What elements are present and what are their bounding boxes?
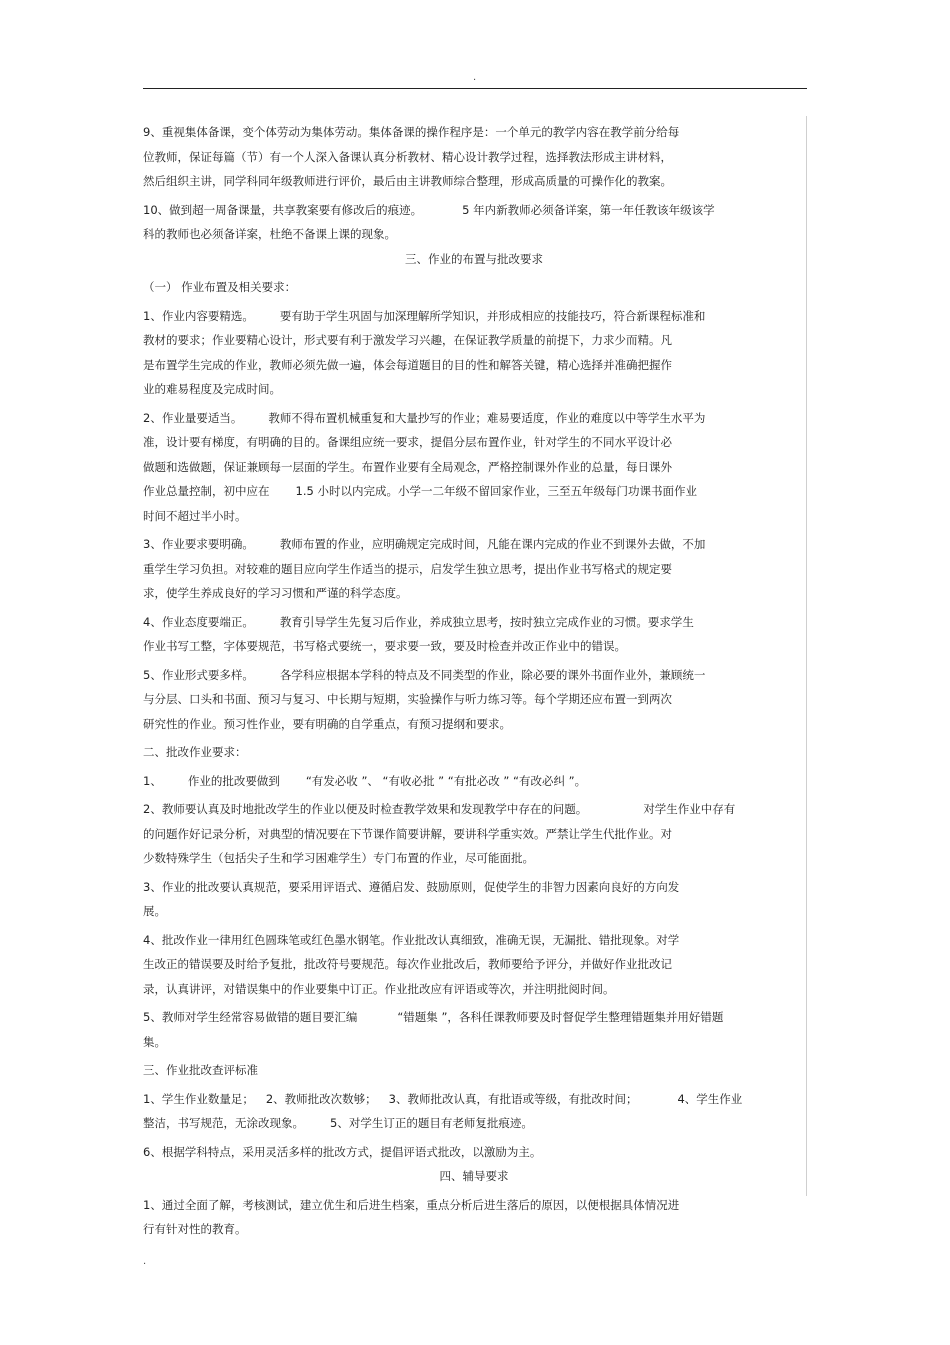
text-run: “有发必收 ”、 “有收必批 ” “有批必改 ” “有改必纠 ”。: [305, 773, 587, 788]
text-run: 准，设计要有梯度，有明确的目的。备课组应统一要求，提倡分层布置作业，针对学生的不同水平设计必: [143, 435, 672, 449]
text-run: 行有针对性的教育。: [143, 1222, 247, 1236]
text-run: 4、学生作业: [677, 1091, 743, 1106]
text-run: 5、作业形式要多样。: [143, 667, 254, 682]
text-line: [143, 328, 805, 353]
text-run: 展。: [143, 904, 166, 918]
text-line: [143, 1058, 805, 1083]
text-line: [143, 1087, 805, 1112]
text-line: [143, 1140, 805, 1165]
text-run: 时间不超过半小时。: [143, 508, 247, 523]
paragraph: [143, 769, 805, 794]
text-line: [143, 712, 805, 737]
text-run: 10、做到超一周备课量，共享教案要有修改后的痕迹。: [143, 202, 423, 217]
text-line: [143, 275, 805, 300]
paragraph: [143, 406, 805, 529]
text-line: [143, 846, 805, 871]
text-run: 3、教师批改认真，有批语或等级，有批改时间；: [388, 1091, 638, 1106]
text-run: 5、教师对学生经常容易做错的题目要汇编: [143, 1010, 358, 1024]
text-run: 2、作业量要适当。: [143, 410, 243, 425]
text-run: 少数特殊学生（包括尖子生和学习困难学生）专门布置的作业，尽可能面批。: [143, 851, 534, 865]
text-run: 2、教师要认真及时地批改学生的作业以便及时检查教学效果和发现教学中存在的问题。: [143, 802, 588, 816]
paragraph: [143, 663, 805, 737]
paragraph: [143, 120, 805, 194]
text-line: [143, 145, 805, 170]
text-run: 与分层、口头和书面、预习与复习、中长期与短期，实验操作与听力练习等。每个学期还应布置一到两次: [143, 692, 672, 706]
text-line: [143, 198, 805, 223]
paragraph: [143, 610, 805, 659]
text-run: 位教师，保证每篇（节）有一个人深入备课认真分析教材、精心设计教学过程，选择教法形成主讲材料，: [143, 149, 672, 164]
text-run: 9、重视集体备课，变个体劳动为集体劳动。集体备课的操作程序是：一个单元的教学内容在教学前分给每: [143, 125, 680, 139]
text-run: 三、作业批改查评标准: [143, 1063, 258, 1077]
paragraph: [143, 740, 805, 765]
text-run: 研究性的作业。预习性作业，要有明确的自学重点，有预习提纲和要求。: [143, 716, 511, 731]
text-run: 二、批改作业要求：: [143, 745, 247, 759]
text-line: [143, 120, 805, 145]
text-line: [143, 377, 805, 402]
text-run: 教材的要求；作业要精心设计，形式要有利于激发学习兴趣，在保证教学质量的前提下，力求少而精。凡: [143, 333, 672, 347]
paragraph: [143, 304, 805, 402]
paragraph: [143, 928, 805, 1002]
text-run: 整洁，书写规范，无涂改现象。: [143, 1116, 304, 1130]
text-line: [143, 1005, 805, 1030]
text-line: [143, 247, 805, 272]
paragraph: [143, 797, 805, 871]
text-line: [143, 557, 805, 582]
text-line: [143, 822, 805, 847]
text-line: [143, 687, 805, 712]
text-run: 集。: [143, 1034, 166, 1049]
paragraph: [143, 1193, 805, 1242]
text-run: 对学生作业中存有: [643, 802, 736, 816]
text-line: [143, 532, 805, 557]
text-line: [143, 634, 805, 659]
paragraph: [143, 1005, 805, 1054]
text-run: 3、作业的批改要认真规范，要采用评语式、遵循启发、鼓励原则，促使学生的非智力因素向良好的方向发: [143, 879, 680, 894]
text-line: [143, 1164, 805, 1189]
text-line: [143, 406, 805, 431]
text-run: 科的教师也必须备详案，杜绝不备课上课的现象。: [143, 227, 396, 241]
text-line: [143, 430, 805, 455]
text-line: [143, 952, 805, 977]
text-run: 1、通过全面了解，考核测试，建立优生和后进生档案，重点分析后进生落后的原因，以便根据具体情况进: [143, 1197, 680, 1212]
text-run: 1、学生作业数量足；: [143, 1091, 254, 1106]
text-line: [143, 1193, 805, 1218]
text-line: [143, 1217, 805, 1242]
footer-mark: .: [143, 1256, 147, 1267]
text-run: 5 年内新教师必须备详案，第一年任教该年级该学: [462, 202, 715, 217]
paragraph: [143, 1087, 805, 1136]
text-line: [143, 479, 805, 504]
text-run: 3、作业要求要明确。: [143, 537, 254, 551]
text-line: [143, 899, 805, 924]
text-run: 求，使学生养成良好的学习习惯和严谨的科学态度。: [143, 586, 408, 600]
paragraph: [143, 875, 805, 924]
text-run: 1.5 小时以内完成。小学一二年级不留回家作业，三至五年级每门功课书面作业: [295, 484, 697, 498]
text-line: [143, 797, 805, 822]
text-run: 4、作业态度要端正。: [143, 614, 254, 629]
text-run: 1、: [143, 773, 162, 788]
text-run: 各学科应根据本学科的特点及不同类型的作业，除必要的课外书面作业外，兼顾统一: [279, 667, 706, 682]
text-run: 然后组织主讲，同学科同年级教师进行评价，最后由主讲教师综合整理，形成高质量的可操作化的教案。: [143, 174, 672, 188]
text-line: [143, 1111, 805, 1136]
text-run: 三、作业的布置与批改要求: [405, 251, 543, 266]
text-run: 要有助于学生巩固与加深理解所学知识，并形成相应的技能技巧，符合新课程标准和: [279, 308, 706, 323]
text-run: 作业的批改要做到: [187, 773, 280, 788]
section-heading: [143, 247, 805, 272]
text-run: 重学生学习负担。对较难的题目应向学生作适当的提示，启发学生独立思考，提出作业书写格式的规定要: [143, 561, 672, 576]
header-mark: .: [473, 72, 477, 83]
text-run: 做题和选做题，保证兼顾每一层面的学生。布置作业要有全局观念，严格控制课外作业的总量，每日课外: [143, 459, 672, 474]
header-rule: [143, 88, 807, 89]
text-line: [143, 977, 805, 1002]
paragraph: [143, 198, 805, 247]
text-line: [143, 875, 805, 900]
text-run: 2、教师批改次数够；: [265, 1091, 377, 1106]
paragraph: [143, 1058, 805, 1083]
text-run: 5、对学生订正的题目有老师复批痕迹。: [330, 1116, 533, 1130]
text-run: “错题集 ”，各科任课教师要及时督促学生整理错题集并用好错题: [397, 1010, 724, 1024]
paragraph: [143, 532, 805, 606]
text-run: 教育引导学生先复习后作业，养成独立思考，按时独立完成作业的习惯。要求学生: [279, 614, 694, 629]
text-run: 是布置学生完成的作业，教师必须先做一遍，体会每道题目的目的性和解答关键，精心选择并准确把握作: [143, 357, 672, 372]
text-line: [143, 769, 805, 794]
text-line: [143, 222, 805, 247]
text-run: 教师不得布置机械重复和大量抄写的作业；难易要适度，作业的难度以中等学生水平为: [268, 410, 706, 425]
text-run: 业的难易程度及完成时间。: [143, 382, 281, 396]
text-run: 作业书写工整，字体要规范，书写格式要统一，要求要一致，要及时检查并改正作业中的错误。: [143, 639, 626, 653]
text-run: 6、根据学科特点，采用灵活多样的批改方式，提倡评语式批改，以激励为主。: [143, 1144, 542, 1159]
text-line: [143, 353, 805, 378]
text-line: [143, 740, 805, 765]
text-line: [143, 455, 805, 480]
text-line: [143, 610, 805, 635]
text-run: 1、作业内容要精选。: [143, 308, 254, 323]
paragraph: [143, 1140, 805, 1165]
margin-rule: [806, 116, 807, 1196]
section-heading: [143, 1164, 805, 1189]
text-line: [143, 581, 805, 606]
paragraph: [143, 275, 805, 300]
text-run: 教师布置的作业，应明确规定完成时间，凡能在课内完成的作业不到课外去做，不加: [279, 537, 706, 551]
text-line: [143, 504, 805, 529]
text-line: [143, 1030, 805, 1055]
text-line: [143, 169, 805, 194]
text-run: 生改正的错误要及时给予复批，批改符号要规范。每次作业批改后，教师要给予评分，并做好作业批改记: [143, 957, 672, 971]
text-run: 录，认真讲评，对错误集中的作业要集中订正。作业批改应有评语或等次，并注明批阅时间。: [143, 981, 615, 996]
document-body: [143, 120, 805, 1242]
text-line: [143, 663, 805, 688]
text-line: [143, 928, 805, 953]
text-run: （一） 作业布置及相关要求：: [143, 280, 297, 294]
text-run: 四、辅导要求: [439, 1169, 509, 1183]
text-line: [143, 304, 805, 329]
text-run: 的问题作好记录分析，对典型的情况要在下节课作简要讲解，要讲科学重实效。严禁让学生代批作业。对: [143, 826, 672, 841]
text-run: 作业总量控制，初中应在: [143, 484, 270, 498]
text-run: 4、批改作业一律用红色圆珠笔或红色墨水钢笔。作业批改认真细致，准确无误，无漏批、错批现象。对学: [143, 932, 680, 947]
